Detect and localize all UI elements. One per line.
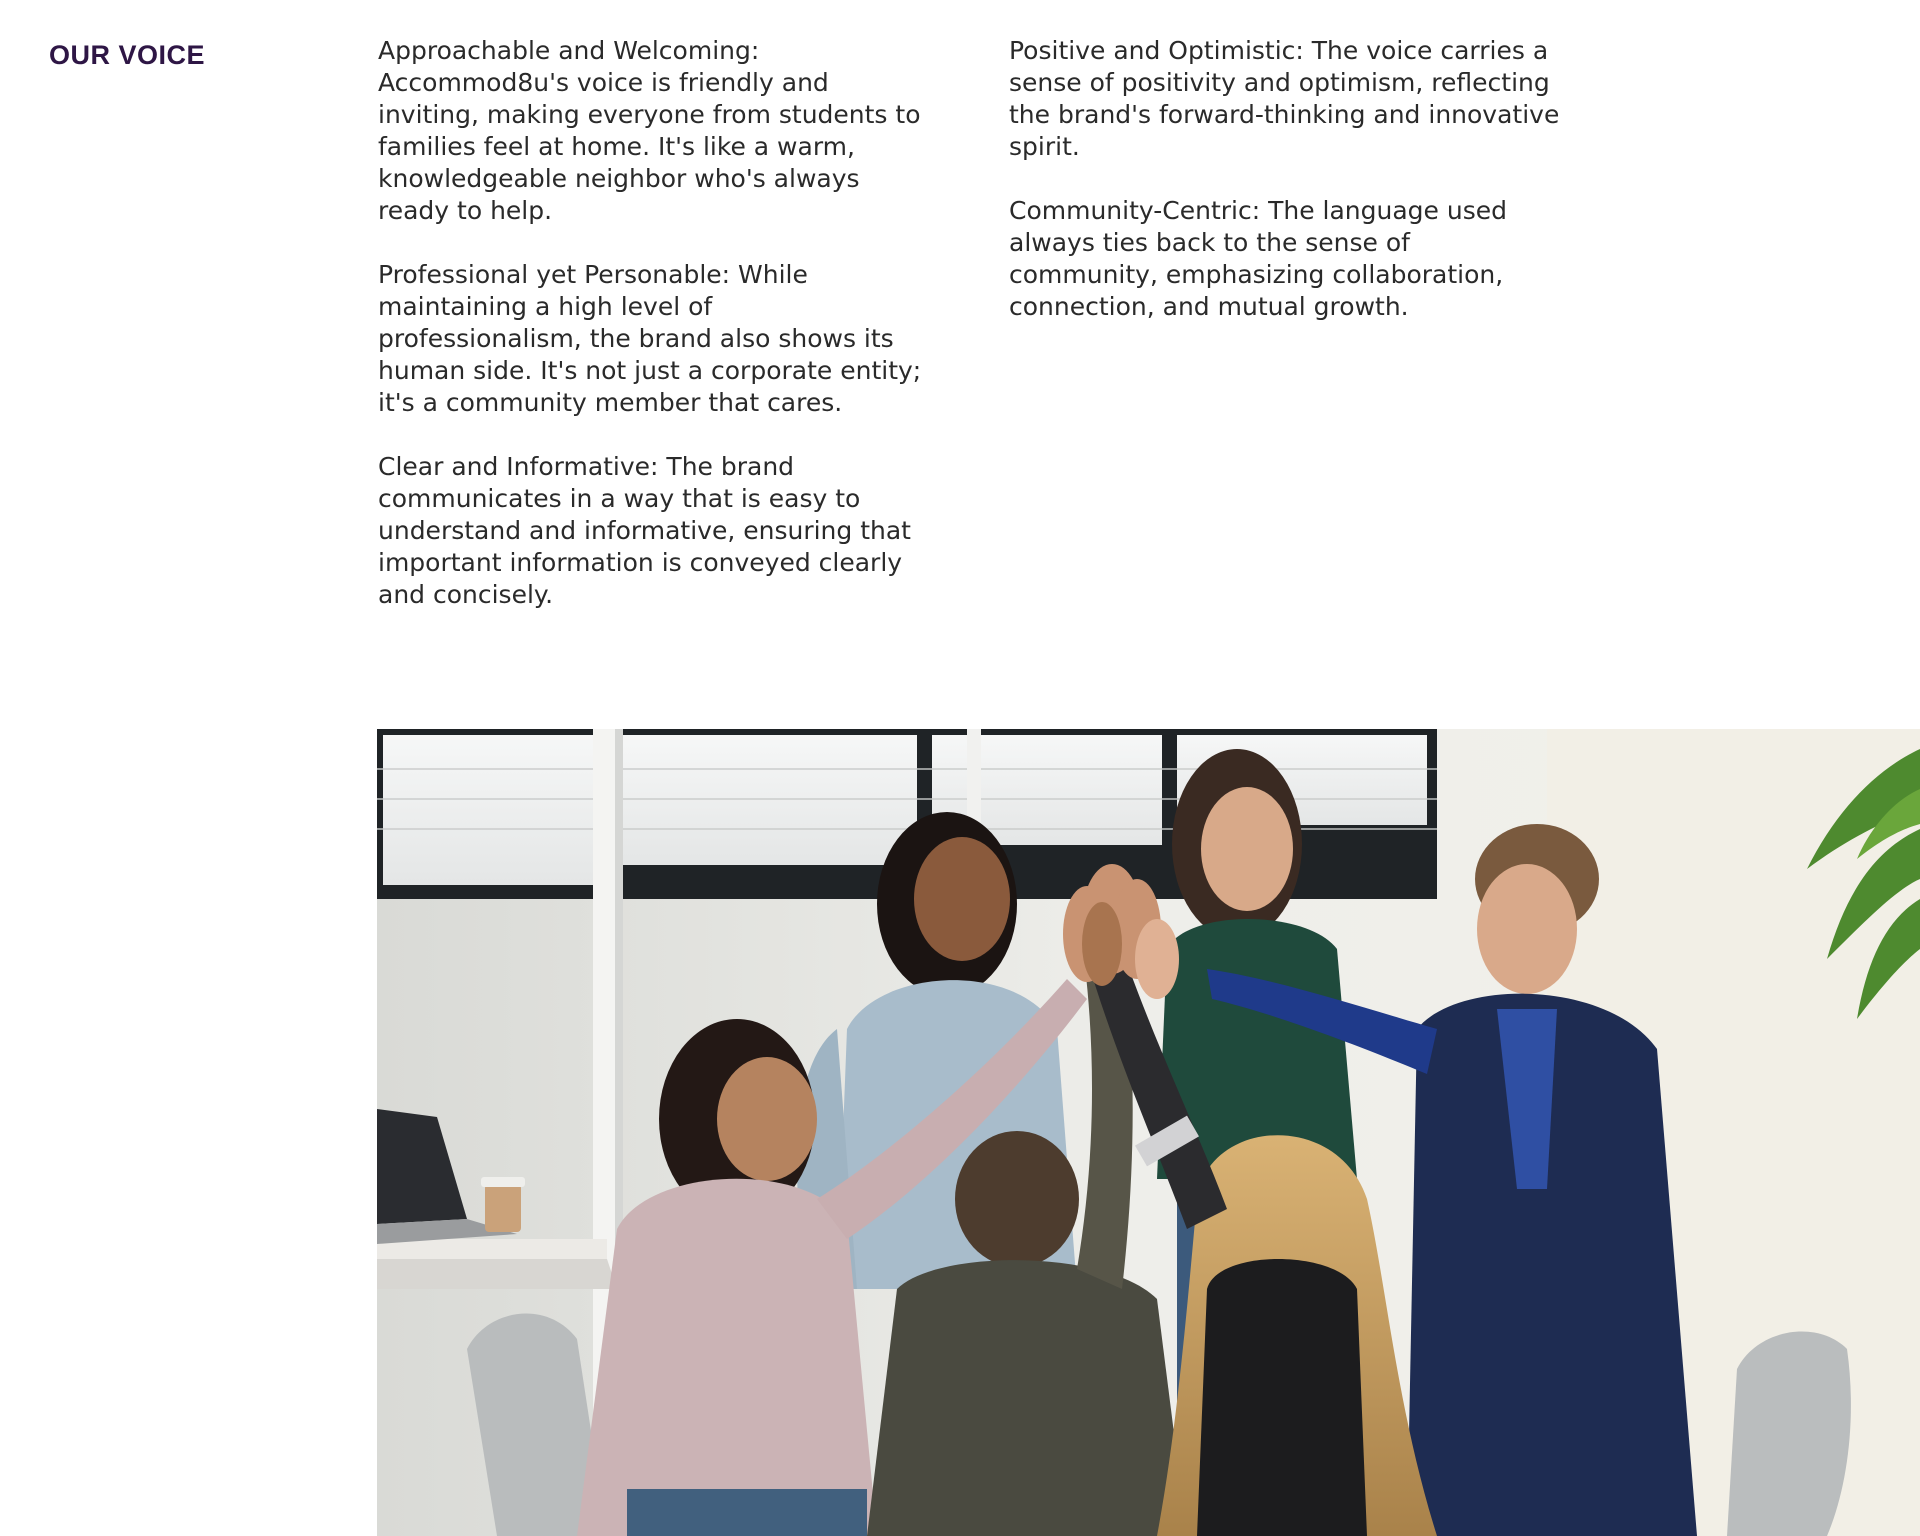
voice-column-right <box>1009 35 1564 355</box>
voice-column-left <box>378 35 923 643</box>
team-photo-illustration <box>377 729 1920 1536</box>
team-high-five-photo <box>377 729 1920 1536</box>
voice-paragraph-positive: Positive and Optimistic: The voice carries a sense of positivity and optimism, reflecting the brand's forward-thinking and innovative spirit. <box>1009 36 1560 161</box>
section-title: OUR VOICE <box>49 40 206 70</box>
voice-paragraph-approachable: Approachable and Welcoming: Accommod8u's voice is friendly and inviting, making everyone from students to families feel at home. It's like a warm, knowledgeable neighbor who's always ready to help. <box>378 36 921 225</box>
voice-paragraph-community: Community-Centric: The language used always ties back to the sense of community, emphasizing collaboration, connection, and mutual growth. <box>1009 196 1507 321</box>
voice-paragraph-professional: Professional yet Personable: While maintaining a high level of professionalism, the brand also shows its human side. It's not just a corporate entity; it's a community member that cares. <box>378 260 922 417</box>
voice-paragraph-clear: Clear and Informative: The brand communicates in a way that is easy to understand and informative, ensuring that important information is conveyed clearly and concisely. <box>378 452 911 609</box>
